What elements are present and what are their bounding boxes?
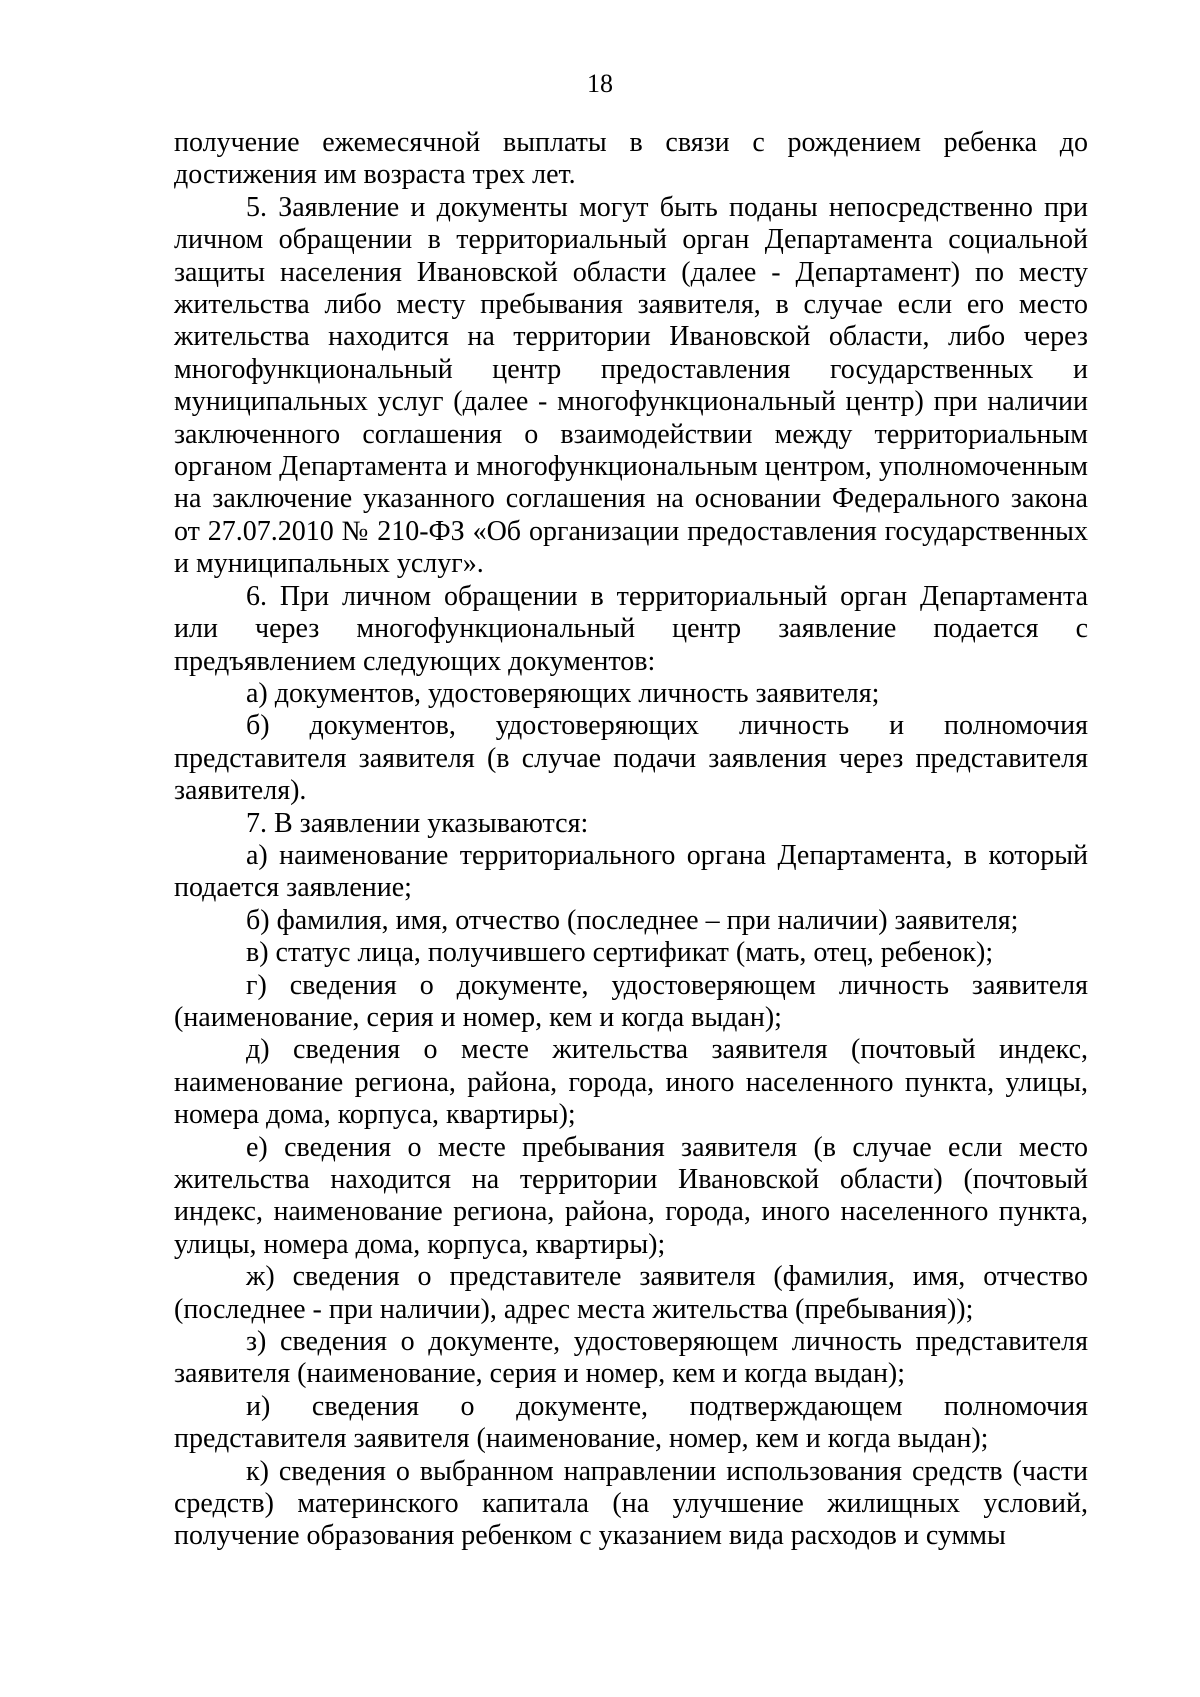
paragraph-item-7b: б) фамилия, имя, отчество (последнее – при наличии) заявителя;	[246, 904, 1019, 936]
document-body	[174, 127, 1088, 1553]
paragraph-item-7: 7. В заявлении указываются:	[246, 807, 589, 839]
paragraph-item-5: 5. Заявление и документы могут быть поданы непосредственно при личном обращении в территориальный орган Департамента социальной защиты населения Ивановской области (далее - Департамент) по месту жительства либо месту пребывания заявителя, в случае если его место жительства находится на территории Ивановской области, либо через многофункциональный центр предоставления государственных и муниципальных услуг (далее - многофункциональный центр) при наличии заключенного соглашения о взаимодействии между территориальным органом Департамента и многофункциональным центром, уполномоченным на заключение указанного соглашения на основании Федерального закона от 27.07.2010 № 210-ФЗ «Об организации предоставления государственных и муниципальных услуг».	[174, 191, 1088, 580]
paragraph-item-6: 6. При личном обращении в территориальный орган Департамента или через многофункциональный центр заявление подается с предъявлением следующих документов:	[174, 580, 1088, 677]
paragraph-item-7z: з) сведения о документе, удостоверяющем личность представителя заявителя (наименование, серия и номер, кем и когда выдан);	[174, 1326, 1088, 1390]
paragraph-item-7e: е) сведения о месте пребывания заявителя (в случае если место жительства находится на территории Ивановской области) (почтовый индекс, наименование региона, района, города, иного населенного пункта, улицы, номера дома, корпуса, квартиры);	[174, 1131, 1088, 1260]
paragraph-item-7i: и) сведения о документе, подтверждающем полномочия представителя заявителя (наименование, номер, кем и когда выдан);	[174, 1390, 1088, 1455]
paragraph-item-7g: г) сведения о документе, удостоверяющем личность заявителя (наименование, серия и номер, кем и когда выдан);	[174, 969, 1088, 1033]
paragraph-item-7v: в) статус лица, получившего сертификат (мать, отец, ребенок);	[246, 937, 994, 969]
page-number: 18	[587, 69, 613, 98]
paragraph-continuation: получение ежемесячной выплаты в связи с рождением ребенка до достижения им возраста трех лет.	[174, 127, 1088, 191]
paragraph-item-7zh: ж) сведения о представителе заявителя (фамилия, имя, отчество (последнее - при наличии), адрес места жительства (пребывания));	[174, 1261, 1088, 1325]
paragraph-item-7a: а) наименование территориального органа Департамента, в который подается заявление;	[174, 839, 1088, 904]
paragraph-item-6a: а) документов, удостоверяющих личность заявителя;	[246, 677, 880, 709]
paragraph-item-7d: д) сведения о месте жительства заявителя (почтовый индекс, наименование региона, района, города, иного населенного пункта, улицы, номера дома, корпуса, квартиры);	[174, 1034, 1088, 1131]
paragraph-item-7k: к) сведения о выбранном направлении использования средств (части средств) материнского капитала (на улучшение жилищных условий, получение образования ребенком с указанием вида расходов и суммы	[174, 1455, 1088, 1552]
paragraph-item-6b: б) документов, удостоверяющих личность и полномочия представителя заявителя (в случае подачи заявления через представителя заявителя).	[174, 710, 1088, 807]
